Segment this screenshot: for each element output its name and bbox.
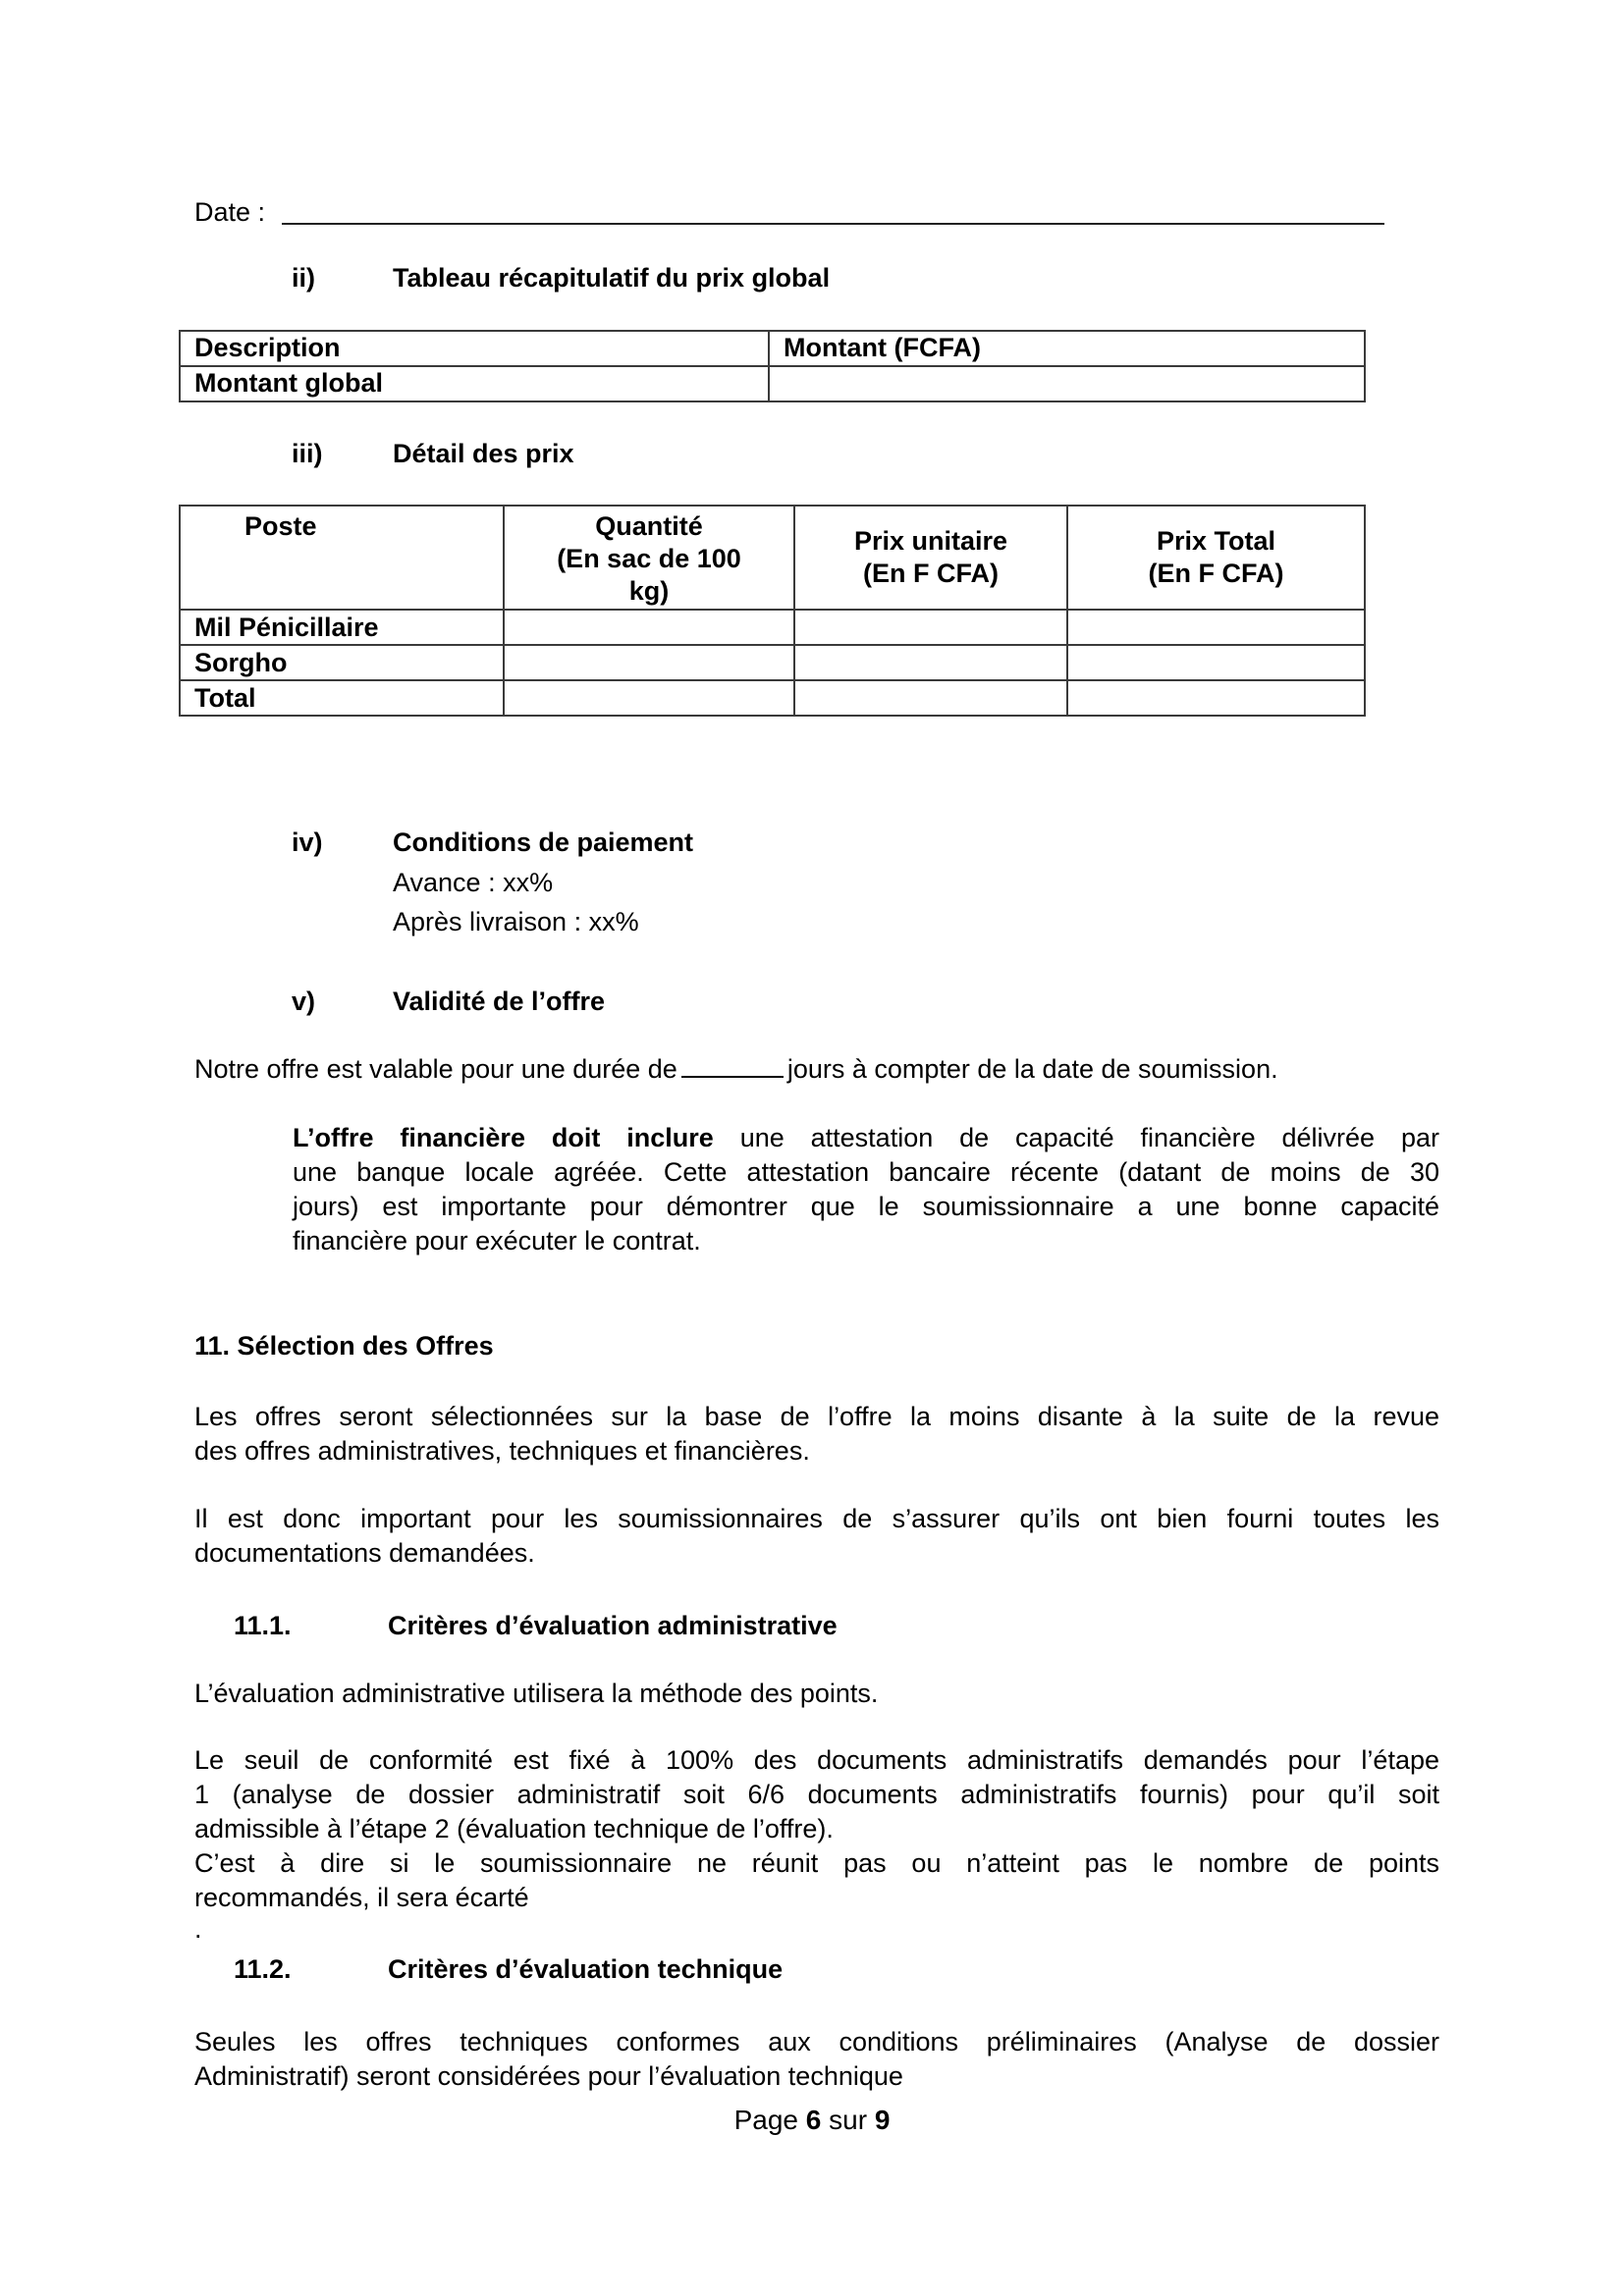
header-prix-total <box>1067 506 1365 610</box>
section-11-2-title: Critères d’évaluation technique <box>388 1954 784 1984</box>
header-poste: Poste <box>180 506 504 610</box>
footer-middle: sur <box>829 2105 868 2135</box>
stray-dot: . <box>194 1914 202 1944</box>
cell-montant[interactable] <box>769 366 1365 401</box>
header-quantite-line-1: Quantité <box>595 511 703 541</box>
cell-prix-unitaire[interactable] <box>794 610 1067 645</box>
paragraph-line: Il est donc important pour les soumissionnaires de s’assurer qu’ils ont bien fourni toutes les <box>194 1504 1439 1533</box>
section-v-number: v) <box>292 987 316 1016</box>
header-quantite <box>504 506 794 610</box>
price-detail-table <box>179 505 1366 717</box>
validity-sentence <box>194 1056 1278 1083</box>
financial-note-line-3: jours) est importante pour démontrer que le soumissionnaire a une bonne capacité <box>293 1192 1439 1221</box>
validity-text-before: Notre offre est valable pour une durée de <box>194 1054 677 1084</box>
cell-prix-total[interactable] <box>1067 645 1365 680</box>
paragraph-line: Seules les offres techniques conformes aux conditions préliminaires (Analyse de dossier <box>194 2027 1439 2056</box>
payment-advance: Avance : xx% <box>393 868 554 897</box>
summary-table-header-row <box>180 331 1365 366</box>
section-11-2-paragraph <box>194 2025 1439 2094</box>
header-prix-unitaire-line-2: (En F CFA) <box>863 559 999 588</box>
financial-note-line-1 <box>293 1121 1439 1155</box>
date-input-line[interactable] <box>282 223 1384 225</box>
financial-note-text: une attestation de capacité financière délivrée par <box>739 1123 1439 1152</box>
paragraph-line: 1 (analyse de dossier administratif soit 6/6 documents administratifs fournis) pour qu’il soit <box>194 1780 1439 1809</box>
section-11-title: 11. Sélection des Offres <box>194 1331 494 1361</box>
summary-price-table <box>179 330 1366 402</box>
paragraph-line: C’est à dire si le soumissionnaire ne réunit pas ou n’atteint pas le nombre de points <box>194 1848 1439 1878</box>
cell-poste: Mil Pénicillaire <box>180 610 504 645</box>
header-prix-total-line-1: Prix Total <box>1156 526 1276 556</box>
cell-prix-unitaire[interactable] <box>794 680 1067 716</box>
header-prix-unitaire-line-1: Prix unitaire <box>853 526 1008 556</box>
cell-description: Montant global <box>180 366 769 401</box>
validity-days-blank[interactable] <box>681 1056 784 1078</box>
paragraph-line: Les offres seront sélectionnées sur la base de l’offre la moins disante à la suite de la revue <box>194 1402 1439 1431</box>
header-prix-unitaire <box>794 506 1067 610</box>
validity-text-after: jours à compter de la date de soumission. <box>786 1054 1278 1084</box>
header-prix-total-line-2: (En F CFA) <box>1148 559 1284 588</box>
footer-prefix: Page <box>733 2105 798 2135</box>
paragraph-line: Le seuil de conformité est fixé à 100% des documents administratifs demandés pour l’étape <box>194 1745 1439 1775</box>
financial-note-paragraph <box>293 1121 1439 1258</box>
section-iii-title: Détail des prix <box>393 439 574 468</box>
section-11-paragraph-2 <box>194 1502 1439 1571</box>
page-footer <box>0 2105 1624 2136</box>
table-row <box>180 366 1365 401</box>
header-montant: Montant (FCFA) <box>769 331 1365 366</box>
header-quantite-line-2: (En sac de 100 <box>557 544 741 573</box>
cell-quantite[interactable] <box>504 610 794 645</box>
section-v-title: Validité de l’offre <box>393 987 606 1016</box>
cell-prix-unitaire[interactable] <box>794 645 1067 680</box>
table-row <box>180 610 1365 645</box>
section-11-1-paragraph-1: L’évaluation administrative utilisera la méthode des points. <box>194 1679 879 1708</box>
paragraph-line: des offres administratives, techniques et financières. <box>194 1436 810 1466</box>
detail-table-header-row <box>180 506 1365 610</box>
header-quantite-line-3: kg) <box>628 576 670 606</box>
section-11-1-title: Critères d’évaluation administrative <box>388 1611 838 1640</box>
header-description: Description <box>180 331 769 366</box>
cell-poste: Total <box>180 680 504 716</box>
financial-note-line-4: financière pour exécuter le contrat. <box>293 1226 701 1255</box>
date-label: Date : <box>194 197 266 227</box>
financial-note-line-2: une banque locale agréée. Cette attestation bancaire récente (datant de moins de 30 <box>293 1157 1439 1187</box>
cell-quantite[interactable] <box>504 680 794 716</box>
financial-note-bold-lead: L’offre financière doit inclure <box>293 1123 714 1152</box>
current-page-number: 6 <box>805 2105 822 2135</box>
section-ii-number: ii) <box>292 263 315 293</box>
payment-after-delivery: Après livraison : xx% <box>393 907 639 936</box>
paragraph-line: Administratif) seront considérées pour l’évaluation technique <box>194 2061 903 2091</box>
section-11-2-number: 11.2. <box>234 1954 292 1984</box>
section-11-paragraph-1 <box>194 1400 1439 1468</box>
paragraph-line: recommandés, il sera écarté <box>194 1883 529 1912</box>
section-iii-number: iii) <box>292 439 323 468</box>
cell-poste: Sorgho <box>180 645 504 680</box>
section-iv-title: Conditions de paiement <box>393 828 694 857</box>
cell-quantite[interactable] <box>504 645 794 680</box>
cell-prix-total[interactable] <box>1067 610 1365 645</box>
cell-prix-total[interactable] <box>1067 680 1365 716</box>
total-page-count: 9 <box>874 2105 891 2135</box>
section-11-1-number: 11.1. <box>234 1611 292 1640</box>
section-iv-number: iv) <box>292 828 323 857</box>
paragraph-line: documentations demandées. <box>194 1538 535 1568</box>
section-ii-title: Tableau récapitulatif du prix global <box>393 263 831 293</box>
section-11-1-paragraph-2 <box>194 1743 1439 1915</box>
table-row <box>180 680 1365 716</box>
table-row <box>180 645 1365 680</box>
paragraph-line: admissible à l’étape 2 (évaluation technique de l’offre). <box>194 1814 834 1843</box>
